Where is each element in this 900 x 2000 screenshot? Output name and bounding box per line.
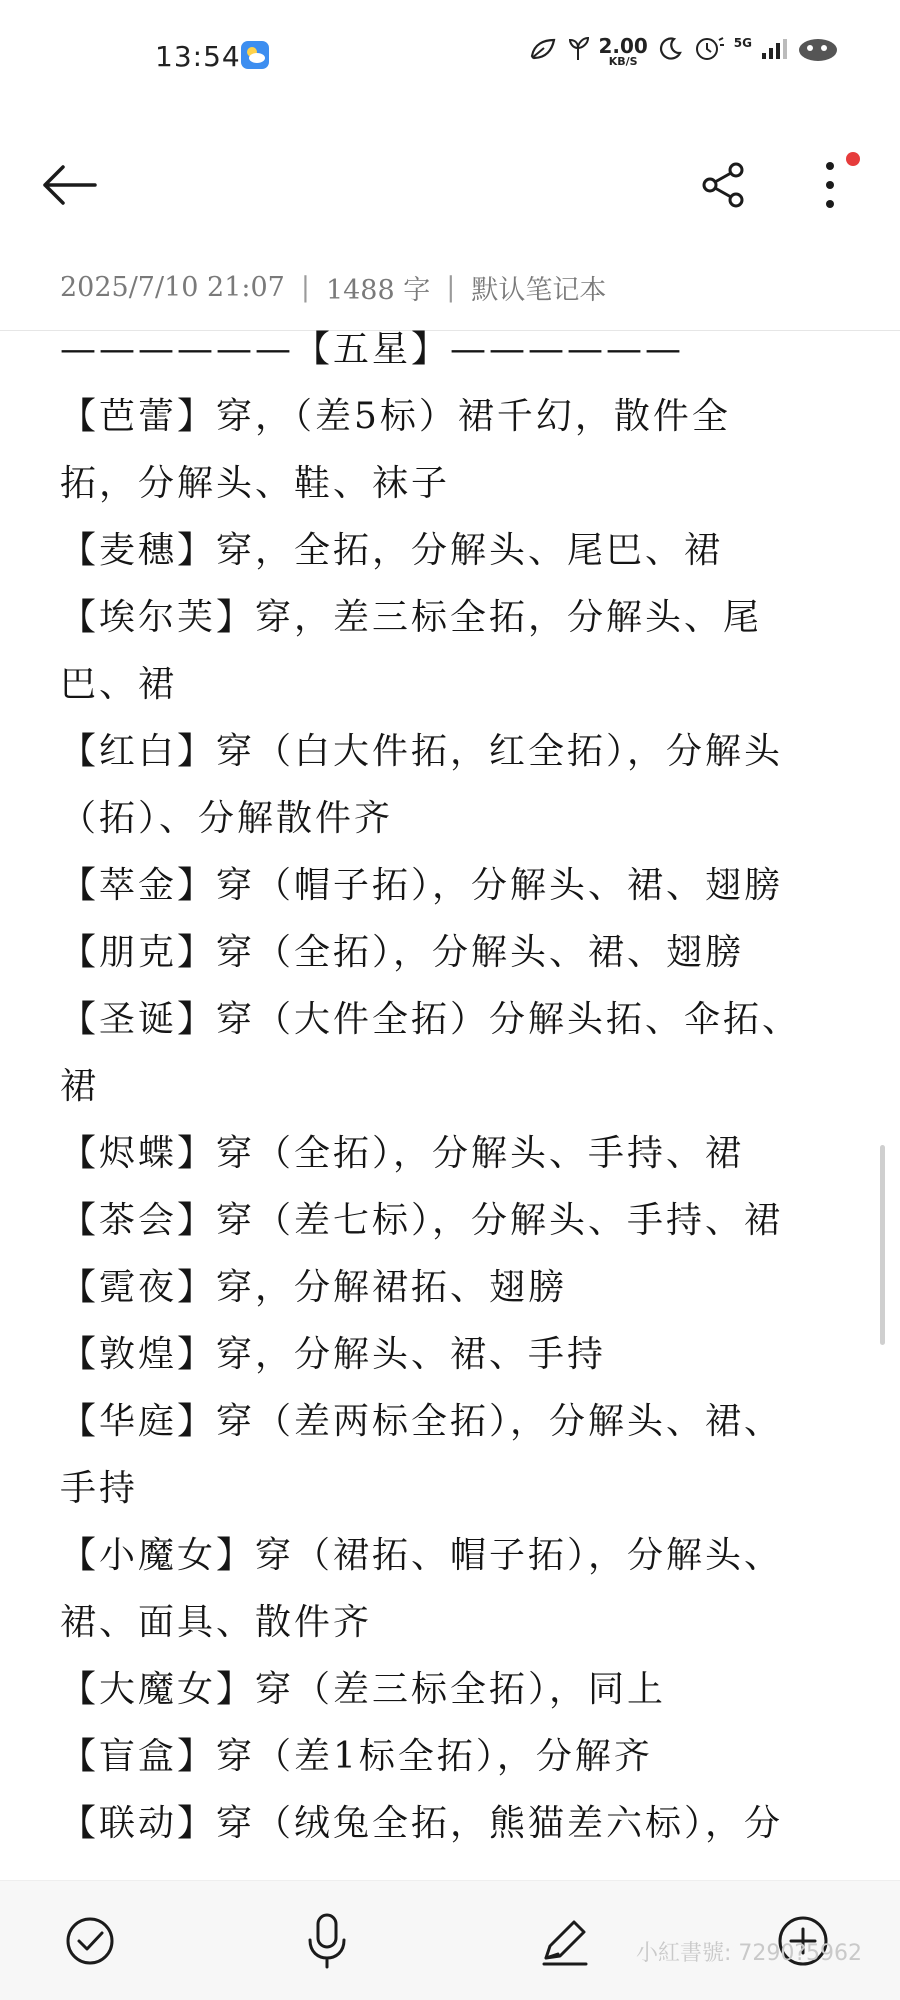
note-line: 【萃金】穿（帽子拓），分解头、裙、翅膀 [60,865,784,906]
note-line: 【大魔女】穿（差三标全拓），同上 [60,1669,667,1710]
microphone-icon [305,1912,349,1970]
note-content[interactable] [60,316,850,1876]
moon-icon [656,35,684,67]
notebook-name[interactable]: 默认笔记本 [471,275,607,306]
note-line: （拓）、分解散件齐 [60,798,394,839]
sprout-icon [566,36,590,66]
alarm-icon [692,34,726,68]
note-line: ——————【五星】—————— [60,329,685,370]
note-line: 【圣诞】穿（大件全拓）分解头拓、伞拓、 [60,999,802,1040]
signal-icon [760,37,788,65]
note-line: 【敦煌】穿，分解头、裙、手持 [60,1334,607,1375]
app-bar [0,140,900,230]
network-type-label: 5G [733,36,752,50]
note-line: 【朋克】穿（全拓），分解头、裙、翅膀 [60,932,745,973]
voice-input-button[interactable] [292,1906,362,1976]
note-line: 【埃尔芙】穿，差三标全拓，分解头、尾 [60,597,763,638]
note-line: 【红白】穿（白大件拓，红全拓），分解头 [60,731,784,772]
battery-icon [796,35,840,67]
checklist-icon [64,1915,116,1967]
leaf-icon [528,36,558,66]
handwriting-button[interactable] [530,1906,600,1976]
note-meta [60,268,606,307]
note-line: 手持 [60,1468,139,1509]
note-date: 2025/7/10 21:07 [60,272,285,303]
net-speed-unit: KB/S [608,54,638,68]
note-line: 【盲盒】穿（差1标全拓），分解齐 [60,1736,653,1777]
note-line: 【茶会】穿（差七标），分解头、手持、裙 [60,1200,784,1241]
note-line: 【联动】穿（绒兔全拓，熊猫差六标），分 [60,1803,784,1844]
status-icons [528,34,840,68]
note-line: 【烬蝶】穿（全拓），分解头、手持、裙 [60,1133,745,1174]
note-line: 【华庭】穿（差两标全拓），分解头、裙、 [60,1401,784,1442]
note-line: 裙、面具、散件齐 [60,1602,373,1643]
share-icon [698,160,748,210]
note-line: 【小魔女】穿（裙拓、帽子拓），分解头、 [60,1535,784,1576]
scrollbar[interactable] [880,1145,885,1345]
note-line: 巴、裙 [60,664,178,705]
note-word-count: 1488 字 [325,275,431,306]
back-arrow-icon [41,163,97,207]
note-line: 【芭蕾】穿，（差5标）裙千幻，散件全 [60,396,731,437]
pen-icon [538,1914,592,1968]
note-line: 拓，分解头、鞋、袜子 [60,463,451,504]
back-button[interactable] [36,152,102,218]
more-vertical-icon [824,160,836,210]
meta-separator: | [300,272,310,303]
note-line: 【麦穗】穿，全拓，分解头、尾巴、裙 [60,530,724,571]
net-speed [598,33,648,68]
status-time: 13:54 [155,40,241,73]
share-button[interactable] [690,152,756,218]
watermark: 小紅書號: 7290?5962 [635,1941,862,1966]
weather-icon [240,40,270,70]
note-line: 裙 [60,1066,100,1107]
status-bar [0,0,900,110]
checklist-button[interactable] [55,1906,125,1976]
note-line: 【霓夜】穿，分解裙拓、翅膀 [60,1267,568,1308]
net-speed-value: 2.00 [598,33,648,58]
notification-dot [846,152,860,166]
meta-separator: | [446,272,456,303]
